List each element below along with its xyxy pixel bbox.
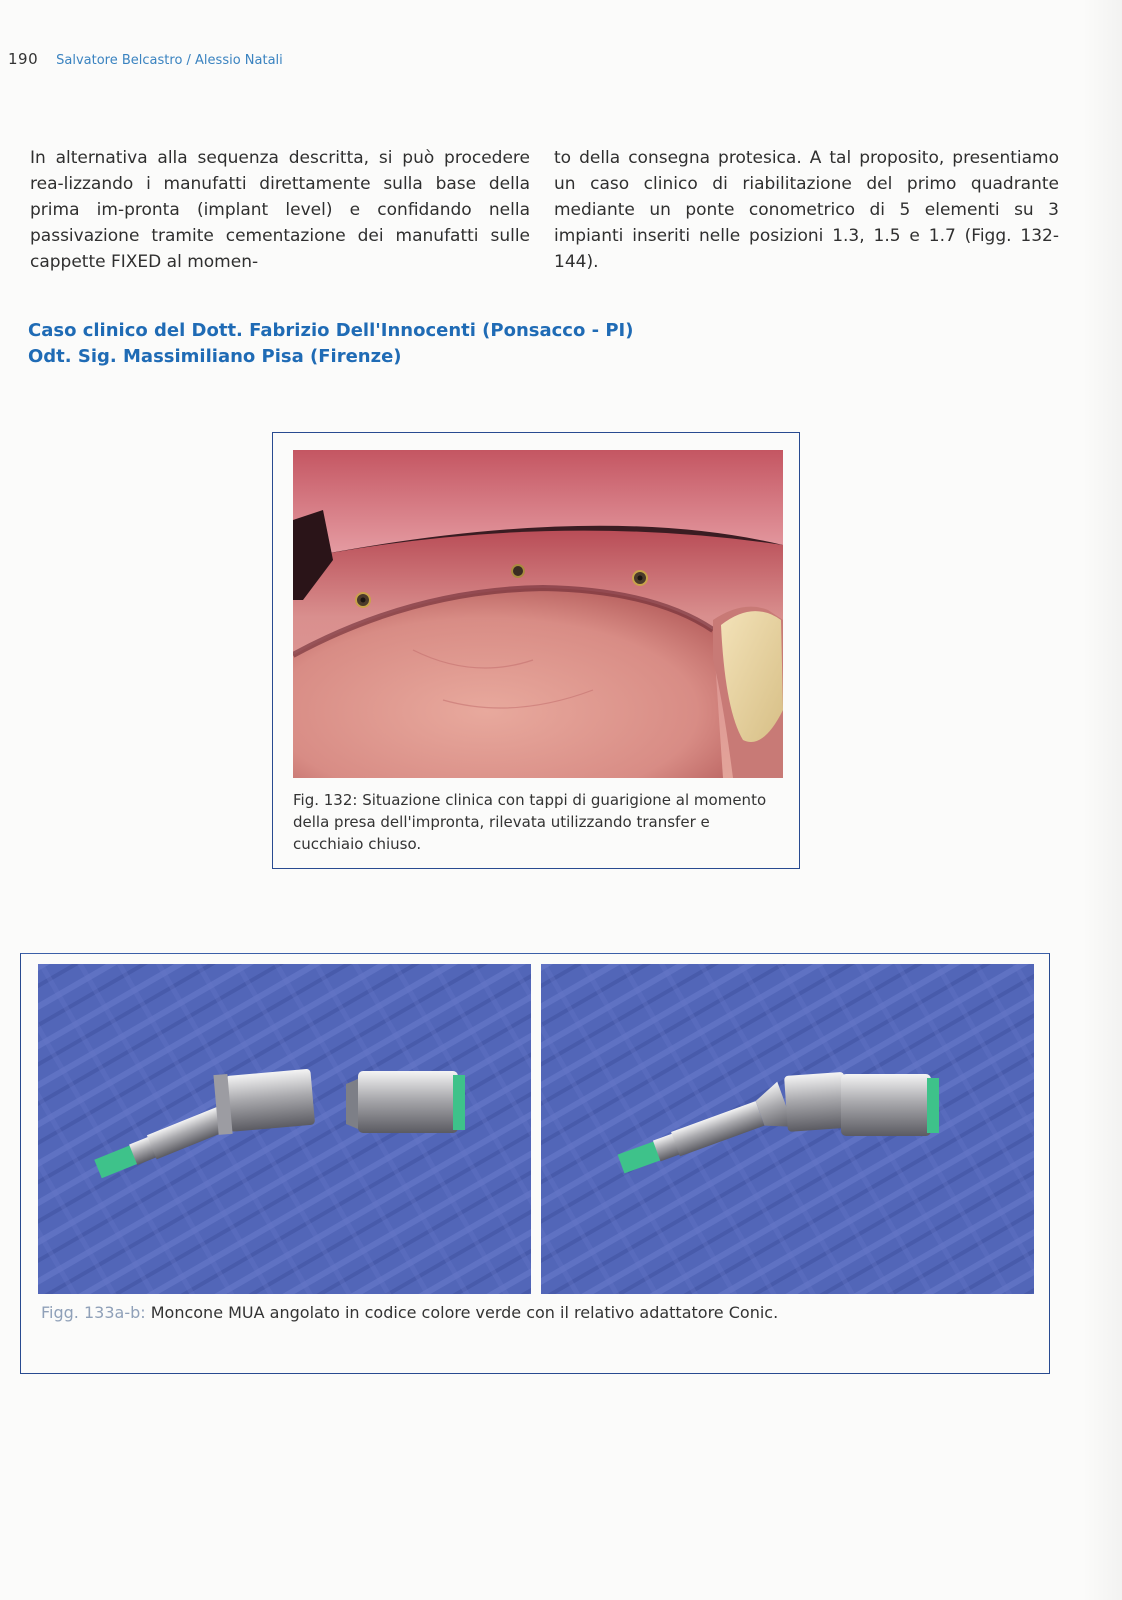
mua-abutment-separate-photo bbox=[38, 964, 531, 1294]
figure-132-photo bbox=[293, 450, 783, 778]
case-heading bbox=[28, 318, 633, 370]
case-heading-line1: Caso clinico del Dott. Fabrizio Dell'Innocenti (Ponsacco - PI) bbox=[28, 320, 634, 341]
body-text-right: to della consegna protesica. A tal proposito, presentiamo un caso clinico di riabilitazione del primo quadrante mediante un ponte conometrico di 5 elementi su 3 impianti inseriti nelle posizioni 1.3, 1.5 e 1.7 (Figg. 132-144). bbox=[554, 148, 1059, 272]
figure-133-caption bbox=[41, 1302, 778, 1324]
case-heading-line2: Odt. Sig. Massimiliano Pisa (Firenze) bbox=[28, 346, 402, 367]
gutter-shadow bbox=[1082, 0, 1122, 1600]
mua-abutment-assembled-photo bbox=[541, 964, 1034, 1294]
figure-133a-photo bbox=[38, 964, 531, 1294]
figure-132 bbox=[272, 432, 800, 869]
body-text-left: In alternativa alla sequenza descritta, si può procedere rea-lizzando i manufatti direttamente sulla base della prima im-pronta (implant level) e confidando nella passivazione tramite cementazione dei manufatti sulle cappette FIXED al momen- bbox=[30, 148, 530, 272]
figure-133-caption-text: Moncone MUA angolato in codice colore verde con il relativo adattatore Conic. bbox=[150, 1303, 779, 1322]
figure-133-label: Figg. 133a-b: bbox=[41, 1303, 146, 1322]
figure-132-caption: Fig. 132: Situazione clinica con tappi di guarigione al momento della presa dell'impronta, rilevata utilizzando transfer e cucchiaio chiuso. bbox=[293, 791, 767, 853]
running-head-authors: Salvatore Belcastro / Alessio Natali bbox=[56, 53, 283, 68]
page-number: 190 bbox=[8, 50, 39, 68]
figure-133b-photo bbox=[541, 964, 1034, 1294]
running-head bbox=[8, 50, 283, 68]
clinical-intraoral-photo bbox=[293, 450, 783, 778]
figure-133 bbox=[20, 953, 1050, 1374]
